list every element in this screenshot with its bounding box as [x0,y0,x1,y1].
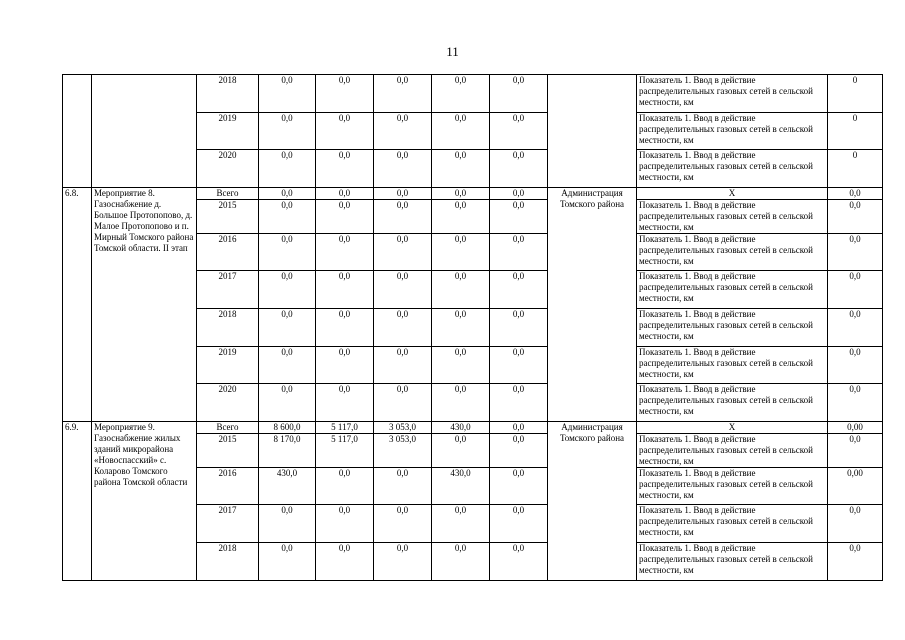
value-cell: 0,0 [432,433,490,467]
value-cell: 0,0 [259,187,316,199]
value-cell: 0,0 [374,384,432,422]
value-cell: 8 600,0 [259,421,316,433]
indicator-x: X [637,187,828,199]
value-cell: 0,0 [316,112,374,150]
value-cell: 430,0 [259,467,316,505]
value-cell: 0,0 [374,505,432,543]
value-cell: 0,0 [316,199,374,233]
measure-number: 6.9. [63,421,92,580]
measure-number: 6.8. [63,187,92,421]
value-cell: 0,0 [259,150,316,188]
year-cell: 2018 [197,75,259,113]
value-cell: 0,0 [374,199,432,233]
value-cell: 0,0 [490,75,548,113]
value-cell: 0,0 [374,75,432,113]
value-cell: 0,0 [432,233,490,271]
target-cell: 0,0 [828,233,883,271]
value-cell: 0,0 [259,346,316,384]
value-cell: 0,0 [259,199,316,233]
value-cell: 0,0 [490,150,548,188]
value-cell: 0,0 [316,233,374,271]
value-cell: 0,0 [316,467,374,505]
value-cell: 0,0 [374,233,432,271]
indicator-cell: Показатель 1. Ввод в действие распределительных газовых сетей в сельской местности, км [637,542,828,580]
target-cell: 0 [828,150,883,188]
target-cell: 0,0 [828,187,883,199]
year-cell: Всего [197,421,259,433]
indicator-cell: Показатель 1. Ввод в действие распределительных газовых сетей в сельской местности, км [637,271,828,309]
value-cell: 0,0 [374,112,432,150]
value-cell: 0,0 [432,346,490,384]
value-cell: 5 117,0 [316,433,374,467]
value-cell: 430,0 [432,467,490,505]
value-cell: 0,0 [490,271,548,309]
value-cell: 0,0 [432,505,490,543]
value-cell: 0,0 [432,542,490,580]
value-cell: 0,0 [259,112,316,150]
table-row [63,187,883,199]
value-cell: 0,0 [259,271,316,309]
value-cell: 0,0 [316,187,374,199]
measure-name: Мероприятие 8. Газоснабжение д. Большое Протопопово, д. Малое Протопопово и п. Мирный Томского района Томской области. II этап [92,187,197,421]
value-cell: 3 053,0 [374,433,432,467]
value-cell: 0,0 [259,308,316,346]
value-cell: 0,0 [259,384,316,422]
value-cell: 0,0 [490,346,548,384]
year-cell: 2020 [197,150,259,188]
year-cell: 2020 [197,384,259,422]
value-cell: 0,0 [259,542,316,580]
target-cell: 0 [828,75,883,113]
table-row [63,75,883,113]
num-cell [63,75,92,188]
indicator-cell: Показатель 1. Ввод в действие распределительных газовых сетей в сельской местности, км [637,384,828,422]
value-cell: 0,0 [374,187,432,199]
table-row [63,421,883,433]
value-cell: 0,0 [374,308,432,346]
indicator-cell: Показатель 1. Ввод в действие распределительных газовых сетей в сельской местности, км [637,112,828,150]
value-cell: 0,0 [316,346,374,384]
value-cell: 0,0 [432,187,490,199]
target-cell: 0,0 [828,308,883,346]
value-cell: 0,0 [490,308,548,346]
executor-cell: Администрация Томского района [548,421,637,580]
value-cell: 0,0 [316,308,374,346]
value-cell: 0,0 [490,112,548,150]
value-cell: 0,0 [374,150,432,188]
year-cell: 2017 [197,271,259,309]
value-cell: 0,0 [490,467,548,505]
value-cell: 0,0 [259,233,316,271]
value-cell: 0,0 [432,199,490,233]
measure-name: Мероприятие 9. Газоснабжение жилых зданий микрорайона «Новоспасский» с. Коларово Томского района Томской области [92,421,197,580]
value-cell: 0,0 [432,112,490,150]
value-cell: 0,0 [490,233,548,271]
value-cell: 0,0 [259,505,316,543]
target-cell: 0,0 [828,346,883,384]
executor-cell [548,75,637,188]
year-cell: 2015 [197,199,259,233]
value-cell: 0,0 [432,75,490,113]
value-cell: 3 053,0 [374,421,432,433]
indicator-cell: Показатель 1. Ввод в действие распределительных газовых сетей в сельской местности, км [637,433,828,467]
target-cell: 0,0 [828,199,883,233]
year-cell: 2019 [197,112,259,150]
value-cell: 0,0 [490,542,548,580]
target-cell: 0,0 [828,542,883,580]
year-cell: 2018 [197,542,259,580]
value-cell: 5 117,0 [316,421,374,433]
value-cell: 0,0 [316,542,374,580]
value-cell: 0,0 [316,271,374,309]
target-cell: 0,00 [828,421,883,433]
year-cell: 2016 [197,467,259,505]
indicator-cell: Показатель 1. Ввод в действие распределительных газовых сетей в сельской местности, км [637,308,828,346]
indicator-cell: Показатель 1. Ввод в действие распределительных газовых сетей в сельской местности, км [637,75,828,113]
table-body [63,75,883,581]
year-cell: 2015 [197,433,259,467]
value-cell: 0,0 [432,150,490,188]
value-cell: 0,0 [374,467,432,505]
value-cell: 0,0 [490,384,548,422]
target-cell: 0 [828,112,883,150]
target-cell: 0,0 [828,271,883,309]
indicator-cell: Показатель 1. Ввод в действие распределительных газовых сетей в сельской местности, км [637,233,828,271]
year-cell: 2018 [197,308,259,346]
value-cell: 0,0 [490,199,548,233]
indicator-cell: Показатель 1. Ввод в действие распределительных газовых сетей в сельской местности, км [637,467,828,505]
value-cell: 0,0 [432,271,490,309]
value-cell: 8 170,0 [259,433,316,467]
value-cell: 0,0 [316,505,374,543]
value-cell: 430,0 [432,421,490,433]
value-cell: 0,0 [316,384,374,422]
name-cell [92,75,197,188]
year-cell: 2017 [197,505,259,543]
indicator-x: X [637,421,828,433]
year-cell: 2019 [197,346,259,384]
program-table [62,74,883,581]
year-cell: 2016 [197,233,259,271]
target-cell: 0,0 [828,505,883,543]
year-cell: Всего [197,187,259,199]
value-cell: 0,0 [490,433,548,467]
value-cell: 0,0 [316,75,374,113]
value-cell: 0,0 [374,542,432,580]
value-cell: 0,0 [490,421,548,433]
target-cell: 0,0 [828,433,883,467]
value-cell: 0,0 [316,150,374,188]
indicator-cell: Показатель 1. Ввод в действие распределительных газовых сетей в сельской местности, км [637,199,828,233]
executor-cell: Администрация Томского района [548,187,637,421]
value-cell: 0,0 [490,187,548,199]
indicator-cell: Показатель 1. Ввод в действие распределительных газовых сетей в сельской местности, км [637,505,828,543]
value-cell: 0,0 [432,384,490,422]
value-cell: 0,0 [432,308,490,346]
target-cell: 0,00 [828,467,883,505]
indicator-cell: Показатель 1. Ввод в действие распределительных газовых сетей в сельской местности, км [637,150,828,188]
value-cell: 0,0 [374,271,432,309]
target-cell: 0,0 [828,384,883,422]
page-number: 11 [446,44,459,59]
value-cell: 0,0 [259,75,316,113]
indicator-cell: Показатель 1. Ввод в действие распределительных газовых сетей в сельской местности, км [637,346,828,384]
value-cell: 0,0 [490,505,548,543]
value-cell: 0,0 [374,346,432,384]
